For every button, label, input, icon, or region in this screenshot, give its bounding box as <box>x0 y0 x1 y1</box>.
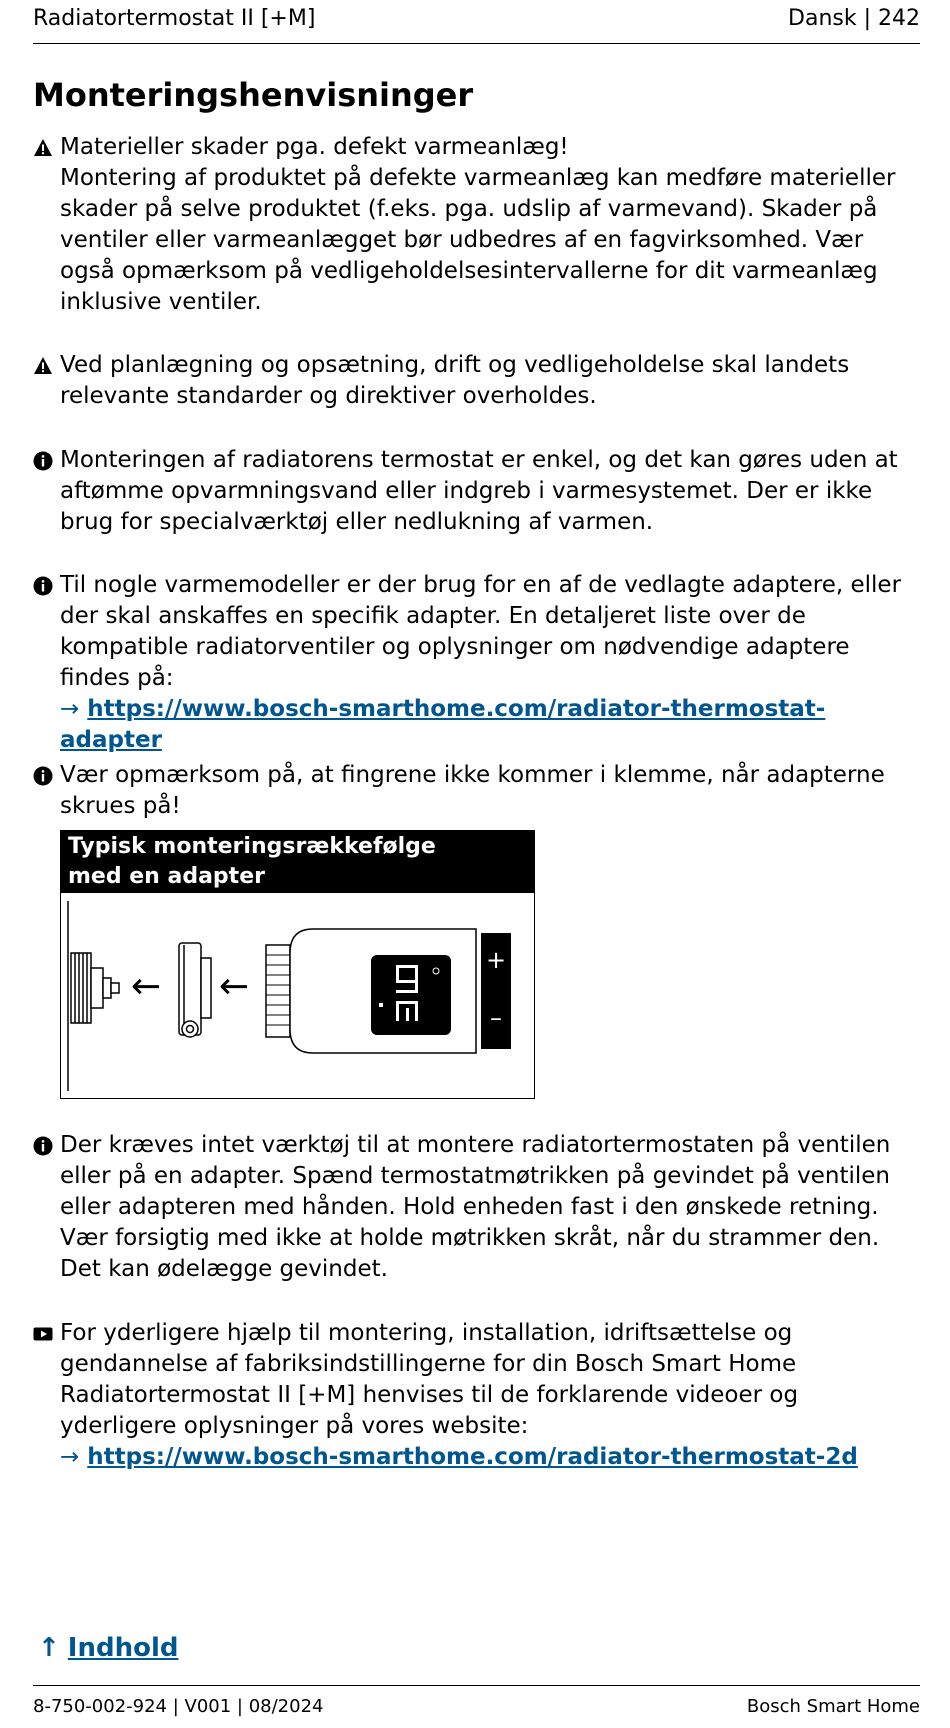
figure-heading: Typisk monteringsrækkefølge med en adapter <box>60 830 535 892</box>
warning-note-standards <box>33 350 913 412</box>
video-icon <box>33 1324 53 1344</box>
brand-name: Bosch Smart Home <box>746 1696 920 1717</box>
table-of-contents-link[interactable] <box>38 1633 179 1663</box>
video-note-help <box>33 1318 913 1473</box>
link-arrow: → <box>60 696 80 722</box>
document-number: 8-750-002-924 | V001 | 08/2024 <box>33 1696 324 1717</box>
note-body: Vær opmærksom på, at fingrene ikke kommer i klemme, når adapterne skrues på! <box>60 762 885 819</box>
info-icon <box>33 1136 53 1156</box>
note-body: Til nogle varmemodeller er der brug for en af de vedlagte adaptere, eller der skal anskaffes en specifik adapter. En detaljeret liste over de kompatible radiatorventiler og oplysninger om nødvendige adaptere findes på: <box>60 572 902 691</box>
language-page-number: Dansk | 242 <box>788 6 920 31</box>
info-note-no-tools <box>33 1130 913 1285</box>
info-icon <box>33 766 53 786</box>
info-note-adapters <box>33 570 913 756</box>
arrow-icon: ← <box>219 966 250 1007</box>
thermostat-icon <box>266 929 511 1053</box>
page-footer <box>33 1685 920 1717</box>
warning-heading: Materieller skader pga. defekt varmeanlæg! <box>60 134 569 160</box>
document-title: Radiatortermostat II [+M] <box>33 6 316 31</box>
info-icon <box>33 576 53 596</box>
warning-icon <box>33 356 53 376</box>
warning-icon <box>33 138 53 158</box>
warning-note-damage <box>33 132 913 318</box>
note-body: Der kræves intet værktøj til at montere radiatortermostaten på ventilen eller på en adapter. Spænd termostatmøtrikken på gevindet på ventilen eller adapteren med hånden. Hold enheden fast i den ønskede retning. Vær forsigtig med ikke at holde møtrikken skråt, når du strammer den. Det kan ødelægge gevindet. <box>60 1132 891 1282</box>
link-arrow: → <box>60 1444 80 1470</box>
mounting-sequence-figure <box>60 830 535 1100</box>
note-body: For yderligere hjælp til montering, installation, idriftsættelse og gendannelse af fabriksindstillingerne for din Bosch Smart Home Radiatortermostat II [+M] henvises til de forklarende videoer og yderligere oplysninger på vores website: <box>60 1320 799 1439</box>
contents-link-label[interactable]: Indhold <box>67 1633 179 1663</box>
note-body: Monteringen af radiatorens termostat er enkel, og det kan gøres uden at aftømme opvarmningsvand eller indgreb i varmesystemet. Der er ikke brug for specialværktøj eller nedlukning af varmen. <box>60 447 898 535</box>
minus-button-label: – <box>490 1004 502 1032</box>
page-title: Monteringshenvisninger <box>33 76 474 114</box>
up-arrow-icon: ↑ <box>38 1633 60 1663</box>
plus-button-label: + <box>485 946 507 974</box>
info-icon <box>33 451 53 471</box>
video-help-link[interactable]: https://www.bosch-smarthome.com/radiator-thermostat-2d <box>87 1444 858 1470</box>
info-note-simple-mounting <box>33 445 913 538</box>
info-note-fingers <box>33 760 913 822</box>
valve-icon <box>71 953 119 1023</box>
warning-body: Montering af produktet på defekte varmeanlæg kan medføre materieller skader på selve produktet (f.eks. pga. udslip af varmevand). Skader på ventiler eller varmeanlægget bør udbedres af en fagvirksomhed. Vær også opmærksom på vedligeholdelsesintervallerne for dit varmeanlæg inklusive ventiler. <box>60 165 896 315</box>
arrow-icon: ← <box>131 966 162 1007</box>
note-body: Ved planlægning og opsætning, drift og vedligeholdelse skal landets relevante standarder og direktiver overholdes. <box>60 352 850 409</box>
adapter-link[interactable]: https://www.bosch-smarthome.com/radiator-thermostat-adapter <box>60 696 826 753</box>
thermostat-assembly-illustration <box>61 893 533 1098</box>
figure-illustration <box>60 892 535 1099</box>
adapter-icon <box>179 943 211 1037</box>
page-header <box>33 5 920 44</box>
